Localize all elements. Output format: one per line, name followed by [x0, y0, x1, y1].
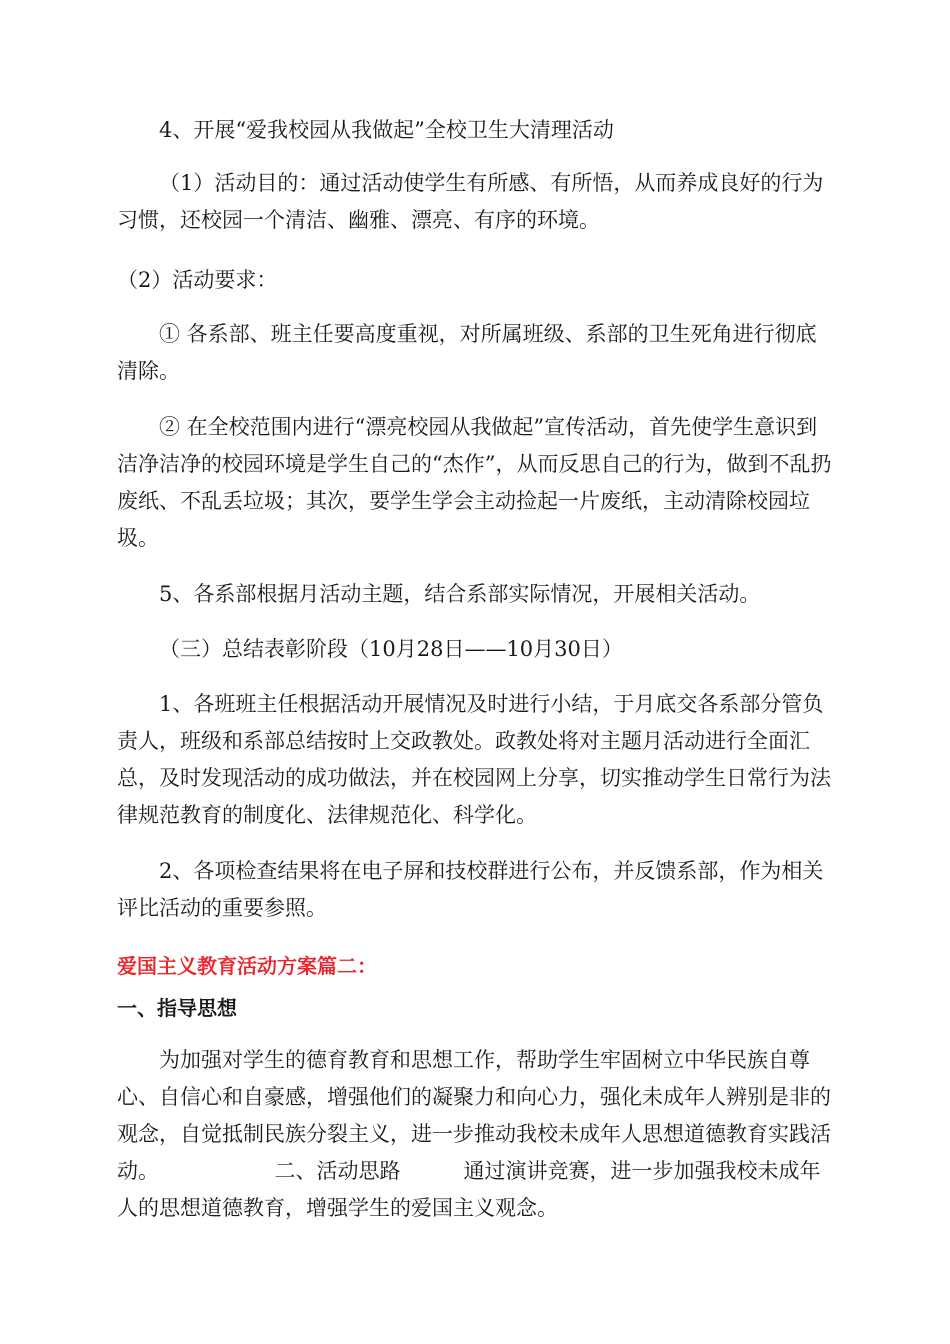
heading-guiding-ideology: 一、指导思想: [117, 996, 237, 1020]
paragraph-requirement-1: ① 各系部、班主任要高度重视，对所属班级、系部的卫生死角进行彻底清除。: [117, 322, 817, 383]
paragraph-item-4: 4、开展“爱我校园从我做起”全校卫生大清理活动: [159, 118, 614, 142]
paragraph-guiding-ideology: 为加强对学生的德育教育和思想工作，帮助学生牢固树立中华民族自尊心、自信心和自豪感，增强他们的凝聚力和向心力，强化未成年人辨别是非的观念，自觉抵制民族分裂主义，进一步推动我校未成年人思想道德教育实践活动。 二、活动思路 通过演讲竞赛，进一步加强我校未成年人的思想道德教育，增强学生的爱国主义观念。: [117, 1048, 831, 1220]
paragraph-requirement-2: ② 在全校范围内进行“漂亮校园从我做起”宣传活动，首先使学生意识到洁净洁净的校园环境是学生自己的“杰作”，从而反思自己的行为，做到不乱扔废纸、不乱丢垃圾；其次，要学生学会主动捡起一片废纸，主动清除校园垃圾。: [117, 415, 832, 550]
paragraph-item-5: 5、各系部根据月活动主题，结合系部实际情况，开展相关活动。: [159, 582, 761, 606]
paragraph-activity-requirements: （2）活动要求：: [117, 268, 278, 292]
paragraph-summary-stage: （三）总结表彰阶段（10月28日——10月30日）: [159, 637, 623, 661]
paragraph-activity-purpose: （1）活动目的：通过活动使学生有所感、有所悟，从而养成良好的行为习惯，还校园一个清洁、幽雅、漂亮、有序的环境。: [117, 171, 824, 232]
paragraph-summary-2: 2、各项检查结果将在电子屏和技校群进行公布，并反馈系部，作为相关评比活动的重要参照。: [117, 859, 824, 920]
paragraph-summary-1: 1、各班班主任根据活动开展情况及时进行小结，于月底交各系部分管负责人，班级和系部总结按时上交政教处。政教处将对主题月活动进行全面汇总，及时发现活动的成功做法，并在校园网上分享，切实推动学生日常行为法律规范教育的制度化、法律规范化、科学化。: [117, 692, 831, 827]
section-title: 爱国主义教育活动方案篇二：: [117, 954, 377, 978]
